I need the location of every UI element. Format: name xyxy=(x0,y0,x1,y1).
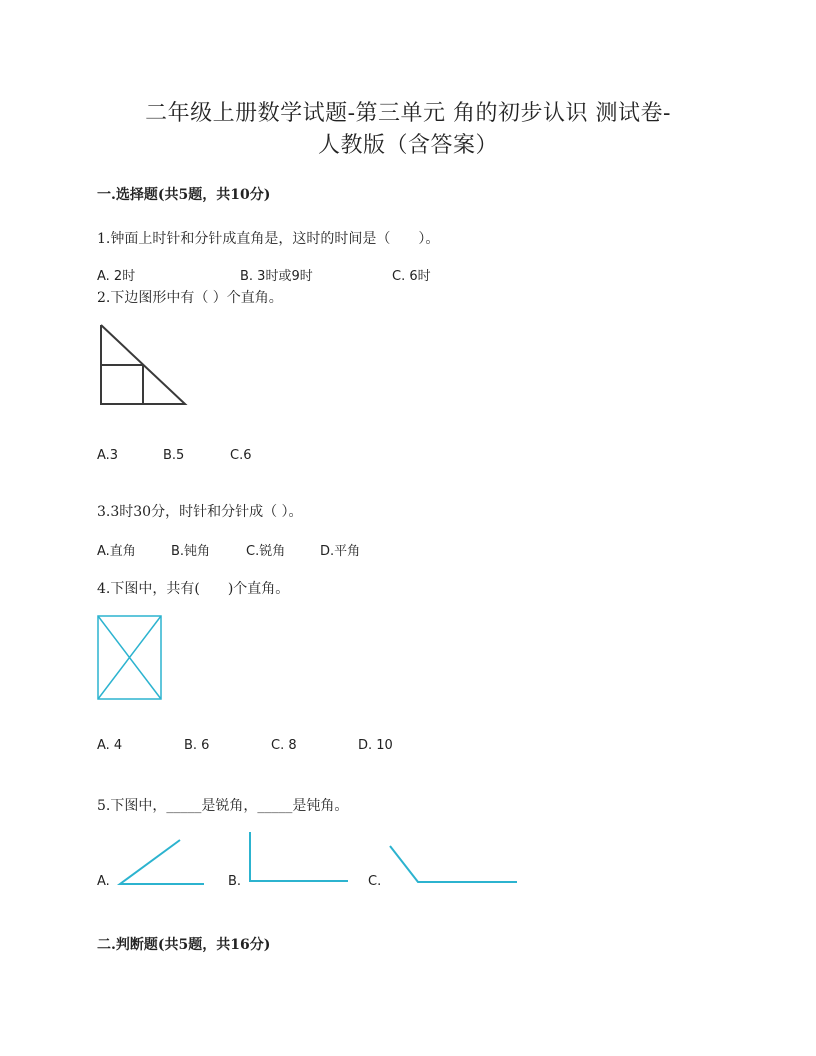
question-4-rectangle-figure xyxy=(96,614,164,702)
question-5-text: 5.下图中，_____是锐角，_____是钝角。 xyxy=(97,798,349,814)
question-3-option-a: A.直角 xyxy=(97,544,136,559)
question-4-option-b: B. 6 xyxy=(184,738,210,753)
section-heading-multiple-choice: 一.选择题(共5题，共10分) xyxy=(97,187,271,203)
question-3-option-d: D.平角 xyxy=(320,544,361,559)
question-4-option-c: C. 8 xyxy=(271,738,297,753)
question-4-option-a: A. 4 xyxy=(97,738,123,753)
question-2-text: 2.下边图形中有（ ）个直角。 xyxy=(97,290,283,306)
question-1-option-a: A. 2时 xyxy=(97,269,136,284)
question-5-angle-a-acute xyxy=(110,836,210,890)
question-3-text: 3.3时30分，时针和分针成（ ）。 xyxy=(97,504,303,520)
question-1-text: 1.钟面上时针和分针成直角是，这时的时间是（ ）。 xyxy=(97,231,440,247)
question-4-option-d: D. 10 xyxy=(358,738,393,753)
question-1-option-c: C. 6时 xyxy=(392,269,431,284)
question-1-option-b: B. 3时或9时 xyxy=(240,269,313,284)
question-5-angle-c-obtuse xyxy=(384,842,520,888)
question-2-option-a: A.3 xyxy=(97,448,119,463)
section-heading-true-false: 二.判断题(共5题，共16分) xyxy=(97,937,271,953)
question-2-option-b: B.5 xyxy=(163,448,185,463)
question-3-option-c: C.锐角 xyxy=(246,544,286,559)
question-3-option-b: B.钝角 xyxy=(171,544,211,559)
question-5-label-a: A. xyxy=(97,874,110,889)
document-title-line2: 人教版（含答案） xyxy=(317,133,498,158)
question-2-option-c: C.6 xyxy=(230,448,252,463)
document-title-line1: 二年级上册数学试题-第三单元 角的初步认识 测试卷- xyxy=(145,101,671,126)
question-5-label-c: C. xyxy=(368,874,382,889)
question-4-text: 4.下图中，共有( )个直角。 xyxy=(97,581,290,597)
question-5-label-b: B. xyxy=(228,874,242,889)
question-2-triangle-figure xyxy=(96,320,192,410)
question-5-angle-b-right xyxy=(240,828,352,888)
